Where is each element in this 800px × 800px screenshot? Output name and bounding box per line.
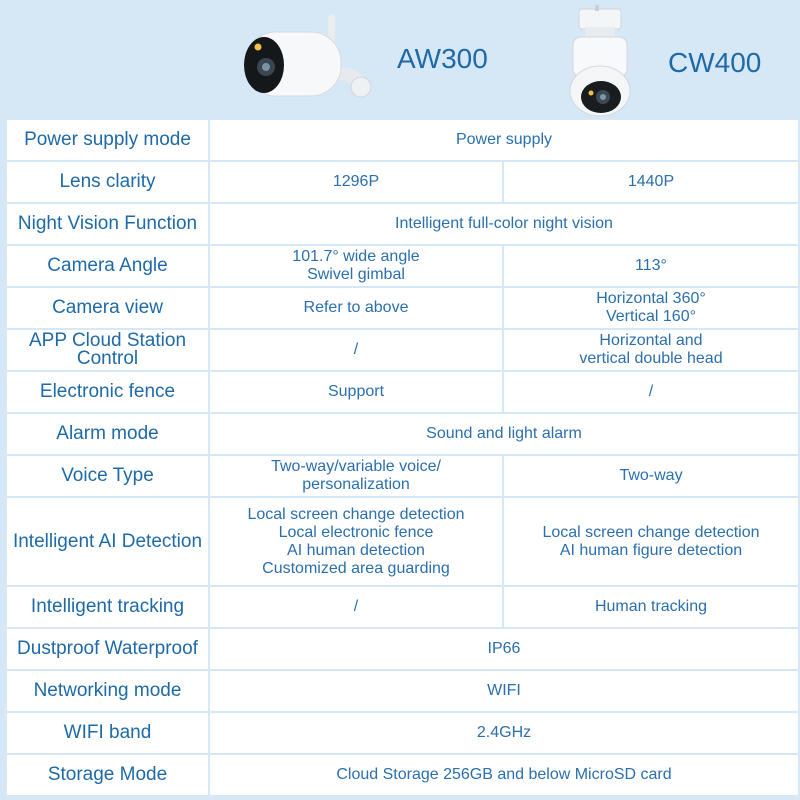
row-label: Electronic fence xyxy=(7,372,208,412)
row-value-cw400: Horizontal and vertical double head xyxy=(504,330,798,370)
row-label: Voice Type xyxy=(7,456,208,496)
row-label: Power supply mode xyxy=(7,120,208,160)
row-value-aw300: Local screen change detection Local electronic fence AI human detection Customized area guarding xyxy=(210,498,502,585)
row-value-cw400: Human tracking xyxy=(504,587,798,627)
row-label: Alarm mode xyxy=(7,414,208,454)
product-name-cw400: CW400 xyxy=(668,47,762,78)
row-value-cw400: / xyxy=(504,372,798,412)
row-value-shared: Sound and light alarm xyxy=(210,414,798,454)
row-label: Camera Angle xyxy=(7,246,208,286)
row-value-aw300: Support xyxy=(210,372,502,412)
row-label: Intelligent tracking xyxy=(7,587,208,627)
row-value-cw400: 1440P xyxy=(504,162,798,202)
row-value-shared: IP66 xyxy=(210,629,798,669)
row-value-aw300: / xyxy=(210,587,502,627)
row-label: Storage Mode xyxy=(7,755,208,795)
spec-comparison-table xyxy=(0,120,800,800)
row-value-aw300: 101.7° wide angle Swivel gimbal xyxy=(210,246,502,286)
product-name-aw300: AW300 xyxy=(397,43,488,74)
row-label: Networking mode xyxy=(7,671,208,711)
outdoor-ptz-camera-icon xyxy=(565,5,635,117)
product-header xyxy=(0,0,800,120)
row-value-aw300: Two-way/variable voice/ personalization xyxy=(210,456,502,496)
row-label: Camera view xyxy=(7,288,208,328)
row-value-shared: 2.4GHz xyxy=(210,713,798,753)
row-value-aw300: 1296P xyxy=(210,162,502,202)
row-label: WIFI band xyxy=(7,713,208,753)
row-value-shared: Intelligent full-color night vision xyxy=(210,204,798,244)
outdoor-bullet-camera-icon xyxy=(238,12,378,112)
row-value-cw400: Two-way xyxy=(504,456,798,496)
row-label: APP Cloud Station Control xyxy=(7,330,208,370)
row-value-shared: Cloud Storage 256GB and below MicroSD card xyxy=(210,755,798,795)
row-label: Night Vision Function xyxy=(7,204,208,244)
row-label: Dustproof Waterproof xyxy=(7,629,208,669)
row-value-cw400: Local screen change detection AI human figure detection xyxy=(504,498,798,585)
row-value-shared: WIFI xyxy=(210,671,798,711)
row-value-shared: Power supply xyxy=(210,120,798,160)
row-value-cw400: Horizontal 360° Vertical 160° xyxy=(504,288,798,328)
row-label: Intelligent AI Detection xyxy=(7,498,208,585)
row-value-aw300: / xyxy=(210,330,502,370)
row-label: Lens clarity xyxy=(7,162,208,202)
row-value-cw400: 113° xyxy=(504,246,798,286)
row-value-aw300: Refer to above xyxy=(210,288,502,328)
